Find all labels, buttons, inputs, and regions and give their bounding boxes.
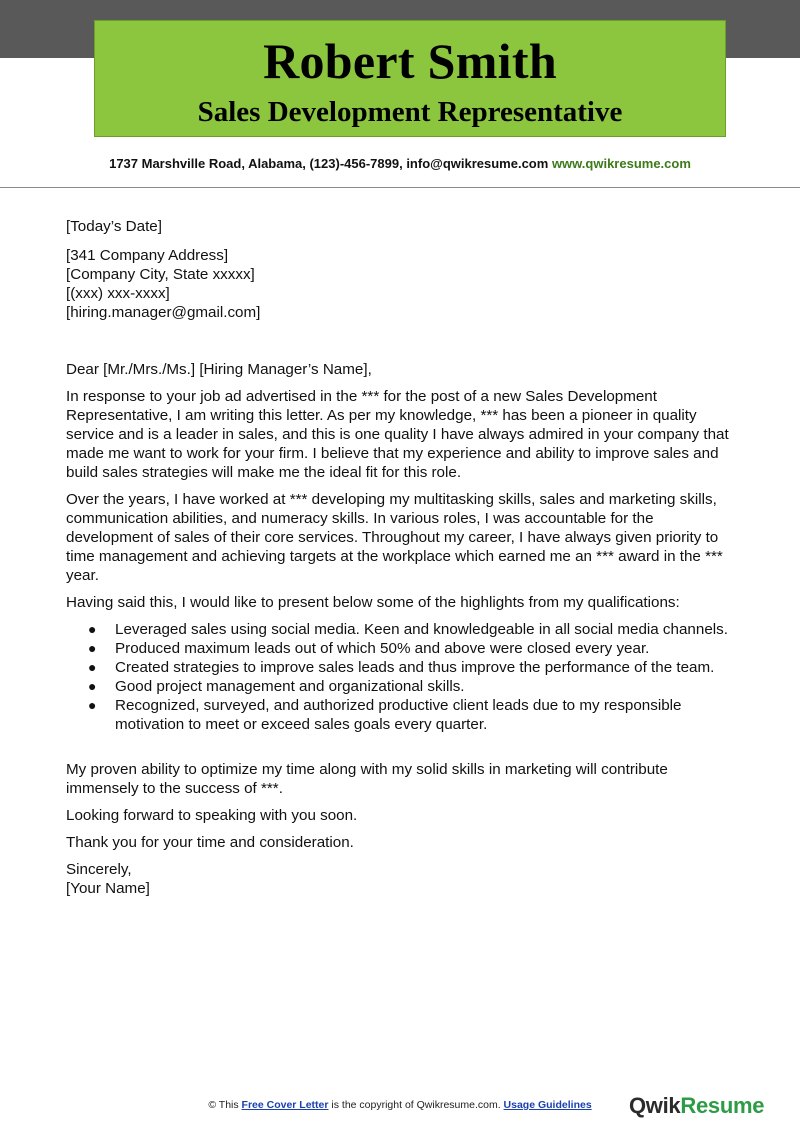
header-divider	[0, 187, 800, 188]
highlights-list	[66, 620, 736, 734]
paragraph-4: Looking forward to speaking with you soon.	[66, 807, 358, 824]
address-line: [hiring.manager@gmail.com]	[66, 304, 261, 321]
list-item	[66, 696, 736, 734]
address-line: [Company City, State xxxxx]	[66, 266, 255, 283]
bullet-icon: ●	[88, 697, 97, 713]
website-link[interactable]: www.qwikresume.com	[551, 156, 691, 171]
paragraph-2: Over the years, I have worked at *** developing my multitasking skills, sales and marketing skills, communication abilities, and numeracy skills. In various roles, I was accountable for the development of sales of their core services. Throughout my career, I have always given priority to time management and achieving targets at the workplace which earned me an *** award in the *** year.	[66, 491, 723, 584]
list-item-text: Produced maximum leads out of which 50% and above were closed every year.	[115, 640, 650, 657]
address-line: [(xxx) xxx-xxxx]	[66, 285, 170, 302]
bullet-icon: ●	[88, 659, 97, 675]
list-item-text: Good project management and organizational skills.	[115, 678, 465, 695]
salutation: Dear [Mr./Mrs./Ms.] [Hiring Manager’s Name],	[66, 361, 372, 378]
closing: Sincerely,	[66, 861, 132, 878]
address-line: [341 Company Address]	[66, 247, 229, 264]
name-banner	[94, 20, 726, 137]
usage-guidelines-link[interactable]: Usage Guidelines	[503, 1099, 592, 1111]
bullet-icon: ●	[88, 640, 97, 656]
list-item-text: Created strategies to improve sales leads and thus improve the performance of the team.	[115, 659, 715, 676]
list-item	[66, 639, 736, 658]
list-item	[66, 658, 736, 677]
signature: [Your Name]	[66, 880, 150, 897]
applicant-title: Sales Development Representative	[197, 96, 623, 128]
list-item-text: Leveraged sales using social media. Keen and knowledgeable in all social media channels.	[115, 621, 728, 638]
paragraph-3: My proven ability to optimize my time along with my solid skills in marketing will contribute immensely to the success of ***.	[66, 761, 668, 797]
letter-date: [Today’s Date]	[66, 218, 162, 235]
letter-body	[66, 217, 736, 898]
bullet-icon: ●	[88, 621, 97, 637]
contact-line	[0, 156, 800, 171]
footer-prefix: © This	[208, 1099, 242, 1111]
list-item	[66, 677, 736, 696]
paragraph-5: Thank you for your time and consideration.	[66, 834, 354, 851]
applicant-name: Robert Smith	[263, 33, 557, 89]
free-cover-letter-link[interactable]: Free Cover Letter	[241, 1099, 329, 1111]
qwikresume-logo[interactable]	[629, 1093, 764, 1119]
logo-part-1: Qwik	[629, 1093, 681, 1118]
list-item-text: Recognized, surveyed, and authorized productive client leads due to my responsible motivation to meet or exceed sales goals every quarter.	[115, 697, 682, 733]
logo-part-2: Resume	[680, 1093, 765, 1118]
highlights-intro: Having said this, I would like to present below some of the highlights from my qualifications:	[66, 594, 680, 611]
footer-middle: is the copyright of Qwikresume.com.	[328, 1099, 504, 1111]
bullet-icon: ●	[88, 678, 97, 694]
paragraph-1: In response to your job ad advertised in the *** for the post of a new Sales Development Representative, I am writing this letter. As per my knowledge, *** has been a pioneer in quality service and is a leader in sales, and this is one quality I have always admired in your company that made me want to work for your firm. I believe that my experience and ability to improve sales and build sales strategies will make me the ideal fit for this role.	[66, 388, 729, 481]
list-item	[66, 620, 736, 639]
contact-details: 1737 Marshville Road, Alabama, (123)-456-7899, info@qwikresume.com	[109, 156, 549, 171]
